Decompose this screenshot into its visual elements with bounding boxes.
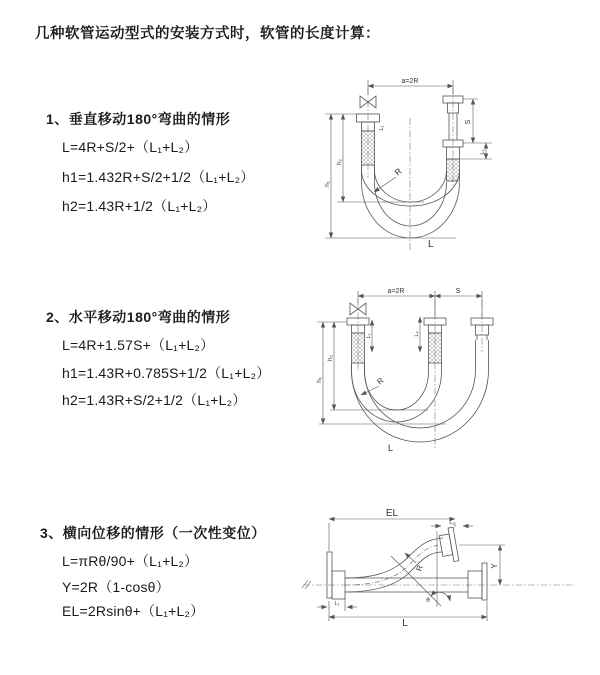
section-3-formula-y: Y=2R（1-cosθ） <box>62 579 170 595</box>
dim-label-r: R <box>375 375 386 387</box>
dim-label-h1: h₁ <box>316 377 323 383</box>
left-pipe-flange <box>357 114 380 165</box>
dim-label-l2: L₂ <box>449 520 455 526</box>
dim-label-theta: θ <box>426 597 430 604</box>
dim-label-el: EL <box>385 508 399 519</box>
dimension-lines <box>325 80 492 238</box>
dim-label-h2: h₂ <box>336 158 343 166</box>
dim-label-s: S <box>455 288 461 295</box>
section-3-heading: 3、横向位移的情形（一次性变位） <box>40 525 266 541</box>
dim-label-l1: L₁ <box>334 601 340 607</box>
diagram-1-vertical-bend <box>300 70 500 260</box>
dim-label-h2: h₂ <box>327 354 334 362</box>
dim-label-l1: L₁ <box>366 333 372 339</box>
dimension-lines <box>317 519 505 621</box>
dim-label-l: L <box>428 239 434 250</box>
diagram-2-horizontal-bend <box>300 283 505 458</box>
dim-label-r: R <box>414 563 425 573</box>
section-2-formula-l: L=4R+1.57S+（L₁+L₂） <box>62 337 215 353</box>
left-pipe-flange <box>347 318 369 363</box>
section-1-formula-l: L=4R+S/2+（L₁+L₂） <box>62 139 199 155</box>
dim-label-a2r: a=2R <box>401 78 419 85</box>
hose-s-curve-displaced <box>345 538 443 592</box>
dim-label-r: R <box>392 165 404 178</box>
dim-label-y: Y <box>490 563 499 569</box>
dim-label-l2: L₂ <box>480 149 486 155</box>
dim-label-h1: h₁ <box>324 181 331 187</box>
dimension-lines <box>317 291 482 424</box>
dimension-labels <box>335 508 499 629</box>
upper-flange-displaced <box>438 527 459 563</box>
section-1-heading: 1、垂直移动180°弯曲的情形 <box>46 111 231 127</box>
section-1-formula-h2: h2=1.43R+1/2（L₁+L₂） <box>62 198 217 214</box>
middle-pipe-flange <box>424 318 446 363</box>
section-3-formula-l: L=πRθ/90+（L₁+L₂） <box>62 553 199 569</box>
dimension-labels <box>324 78 486 250</box>
section-2-formula-h1: h1=1.43R+0.785S+1/2（L₁+L₂） <box>62 365 271 381</box>
left-flange <box>327 552 345 599</box>
dim-label-a2r: a=2R <box>387 288 405 295</box>
centerline <box>302 580 575 589</box>
section-2-heading: 2、水平移动180°弯曲的情形 <box>46 309 231 325</box>
dim-label-l: L <box>402 618 408 629</box>
section-3-formula-el: EL=2Rsinθ+（L₁+L₂） <box>62 603 205 619</box>
section-1-formula-h1: h1=1.432R+S/2+1/2（L₁+L₂） <box>62 169 255 185</box>
dim-label-s: S <box>465 119 472 125</box>
page-title: 几种软管运动型式的安装方式时，软管的长度计算： <box>35 26 380 42</box>
dimension-labels <box>316 288 461 453</box>
centerlines <box>368 88 453 252</box>
hose-u-loops <box>352 340 489 442</box>
diagram-3-lateral-displacement <box>295 505 595 632</box>
dim-label-l: L <box>388 443 394 453</box>
dim-label-l1: L₁ <box>379 125 385 131</box>
dim-label-l2: L₂ <box>414 331 420 337</box>
hose-u-loop <box>362 165 460 238</box>
section-2-formula-h2: h2=1.43R+S/2+1/2（L₁+L₂） <box>62 392 247 408</box>
